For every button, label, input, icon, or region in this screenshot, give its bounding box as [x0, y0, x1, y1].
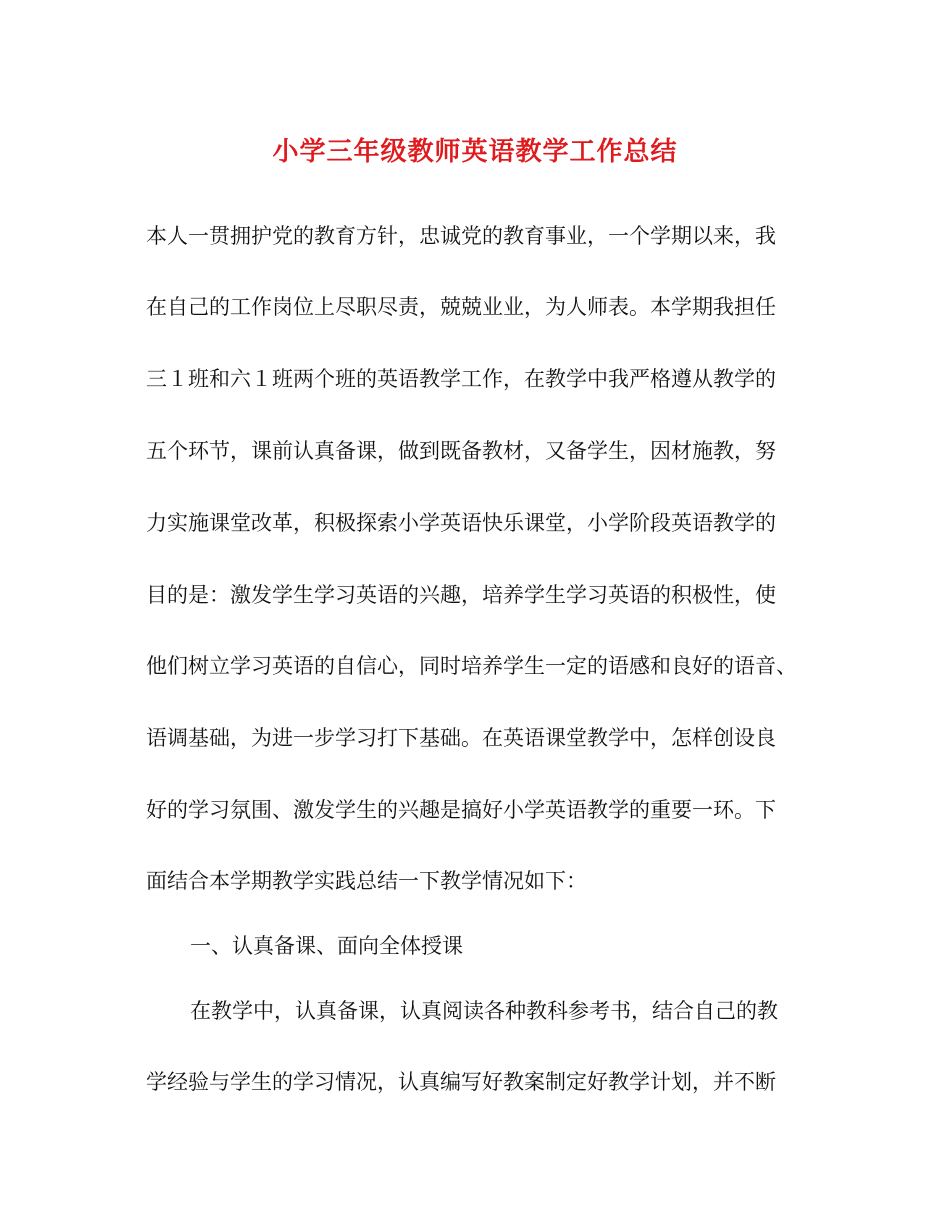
body-line-9: 好的学习氛围、激发学生的兴趣是搞好小学英语教学的重要一环。下	[146, 798, 776, 822]
body-line-6: 目的是：激发学生学习英语的兴趣，培养学生学习英语的积极性，使	[146, 583, 776, 607]
document-title: 小学三年级教师英语教学工作总结	[272, 137, 678, 167]
body-line-12: 学经验与学生的学习情况，认真编写好教案制定好教学计划，并不断	[146, 1070, 776, 1094]
body-line-11: 在教学中，认真备课，认真阅读各种教科参考书，结合自己的教	[190, 999, 778, 1023]
body-line-1: 本人一贯拥护党的教育方针，忠诚党的教育事业，一个学期以来，我	[146, 224, 776, 248]
body-line-4: 五个环节，课前认真备课，做到既备教材，又备学生，因材施教，努	[146, 439, 776, 463]
body-line-8: 语调基础，为进一步学习打下基础。在英语课堂教学中，怎样创设良	[146, 726, 776, 750]
section-heading: 一、认真备课、面向全体授课	[190, 934, 463, 958]
body-line-7: 他们树立学习英语的自信心，同时培养学生一定的语感和良好的语音、	[146, 654, 797, 678]
body-line-5: 力实施课堂改革，积极探索小学英语快乐课堂，小学阶段英语教学的	[146, 511, 776, 535]
body-line-3: 三１班和六１班两个班的英语教学工作，在教学中我严格遵从教学的	[146, 367, 776, 391]
body-line-2: 在自己的工作岗位上尽职尽责，兢兢业业，为人师表。本学期我担任	[146, 295, 776, 319]
body-line-10: 面结合本学期教学实践总结一下教学情况如下：	[146, 869, 587, 893]
